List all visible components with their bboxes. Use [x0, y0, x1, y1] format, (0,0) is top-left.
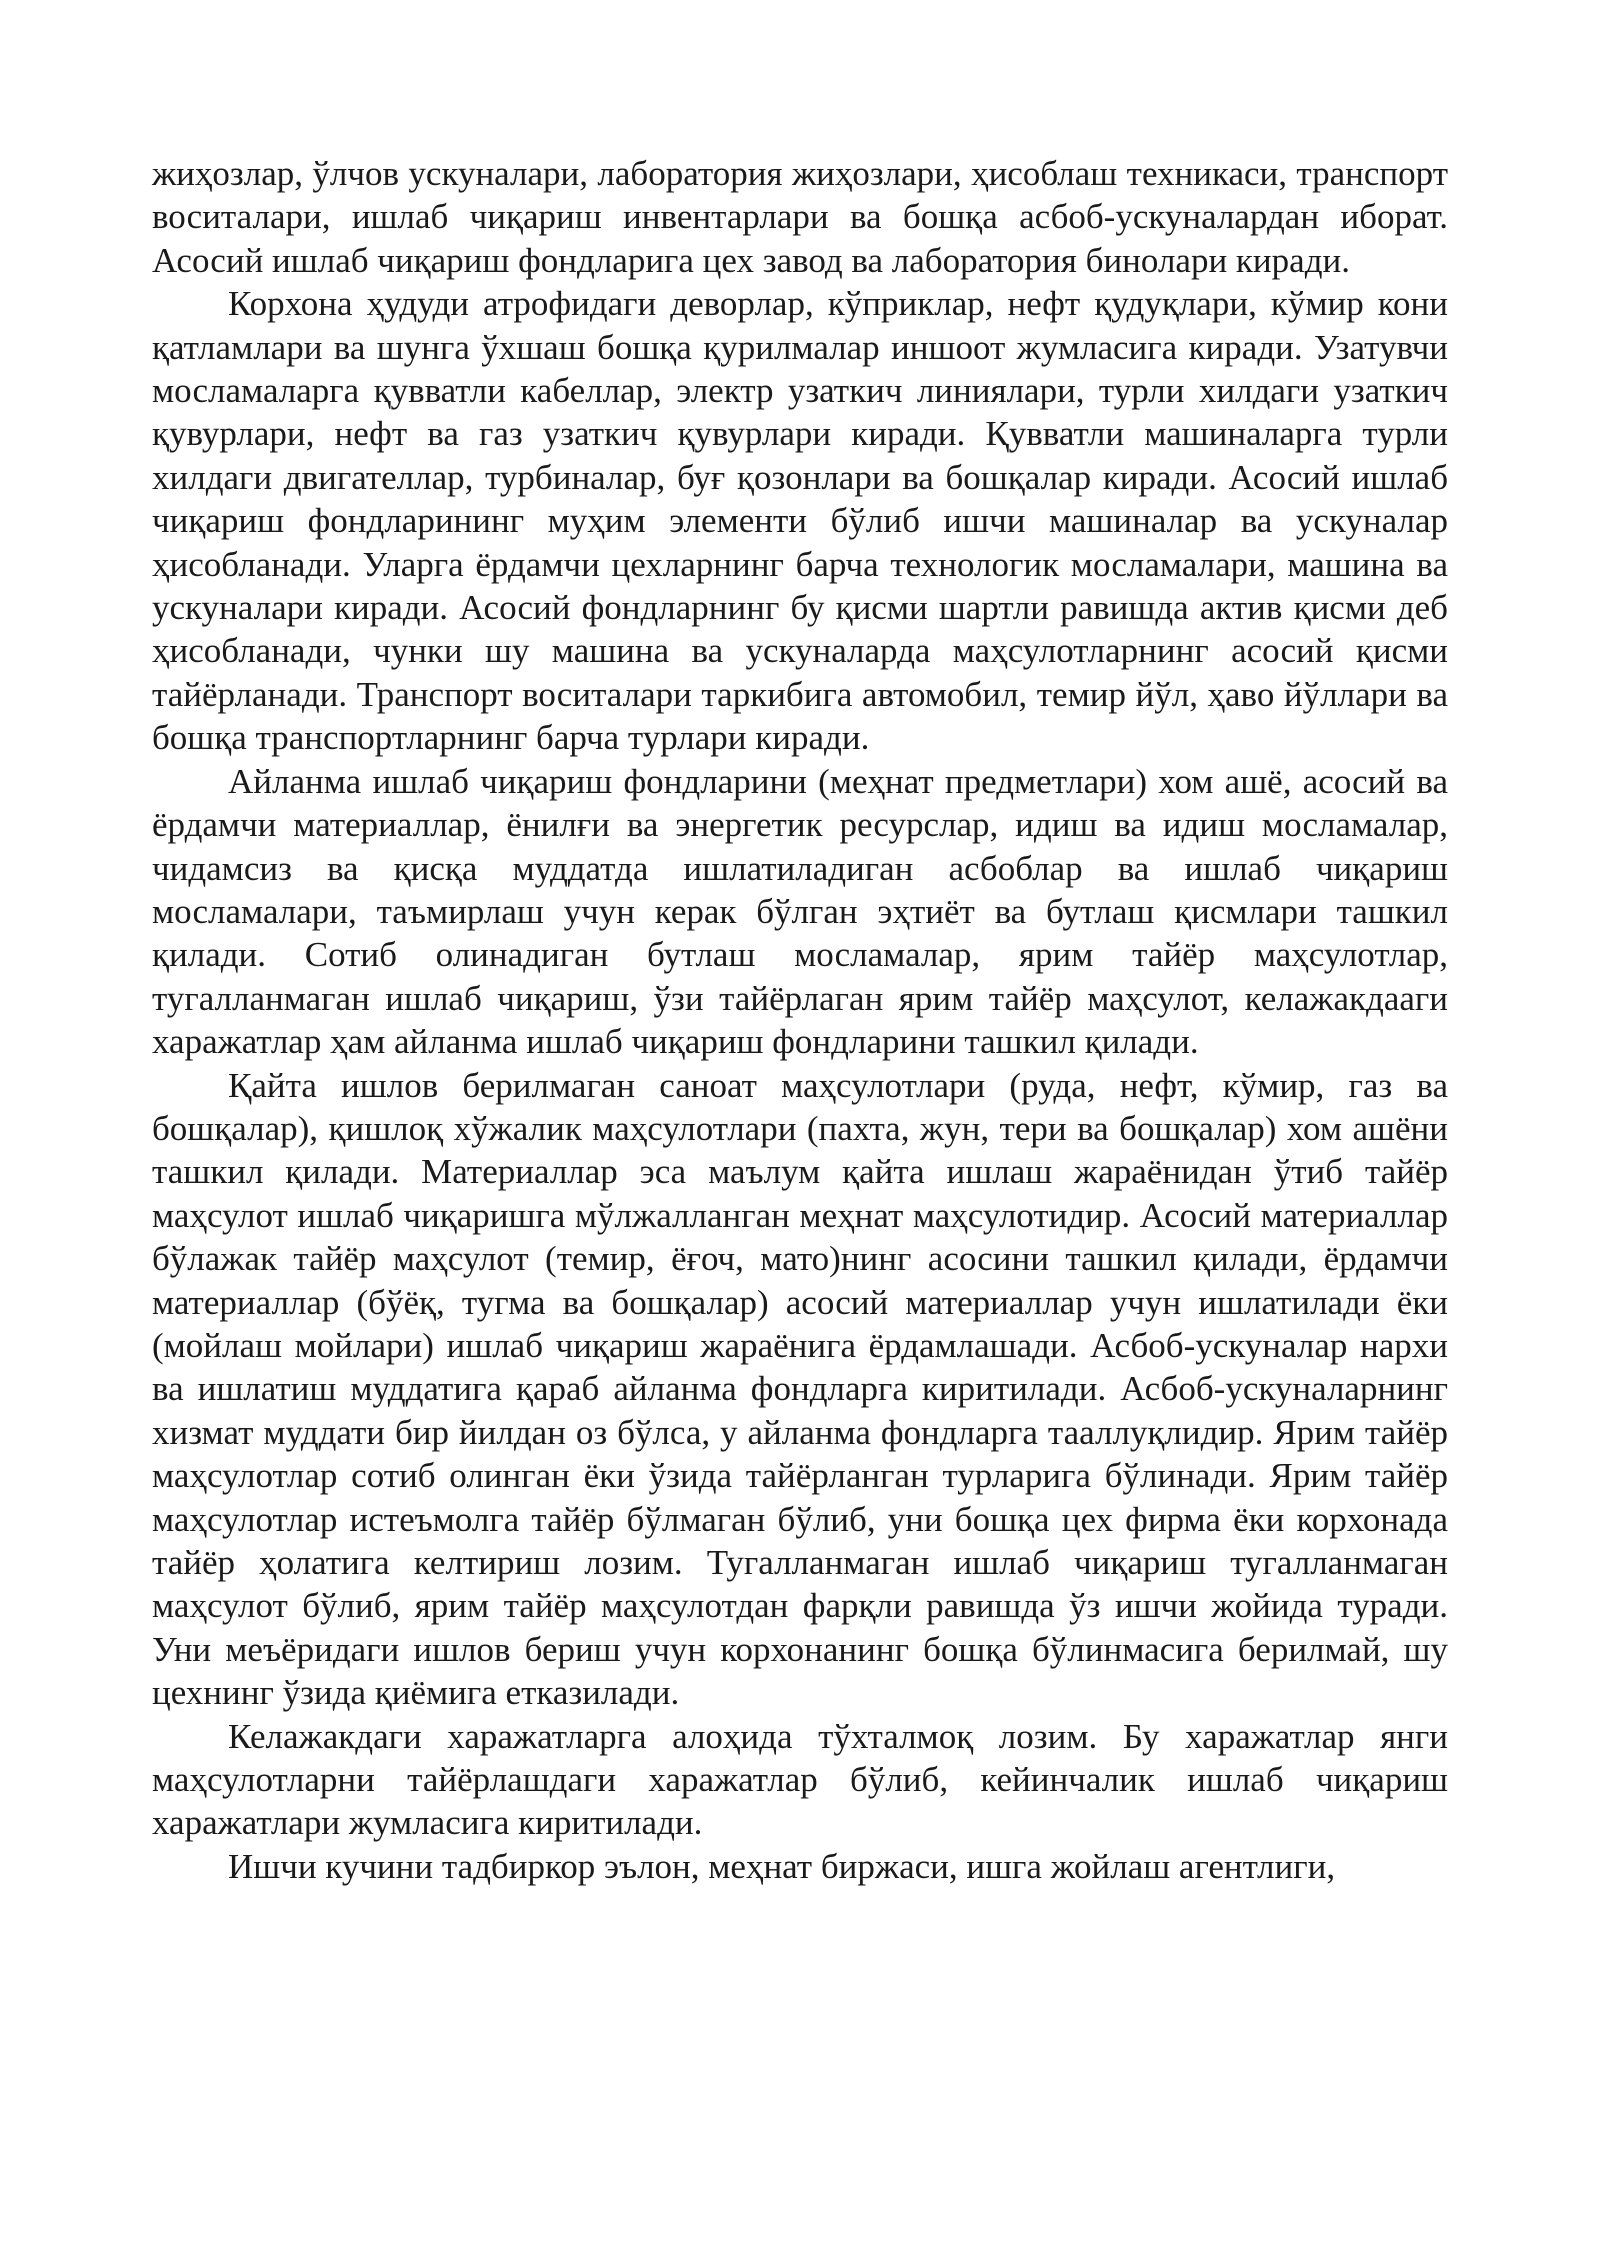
- paragraph-continuation: жиҳозлар, ўлчов ускуналари, лаборатория жиҳозлари, ҳисоблаш техникаси, транспорт воситалари, ишлаб чиқариш инвентарлари ва бошқа асбоб-ускуналардан иборат. Асосий ишлаб чиқариш фондларига цех завод ва лаборатория бинолари киради.: [152, 154, 1448, 280]
- paragraph-labor-force: Ишчи кучини тадбиркор эълон, меҳнат биржаси, ишга жойлаш агентлиги,: [228, 1846, 1336, 1886]
- paragraph-future-expenses: Келажакдаги харажатларга алоҳида тўхталмоқ лозим. Бу харажатлар янги маҳсулотларни тайёрлашдаги харажатлар бўлиб, кейинчалик ишлаб чиқариш харажатлари жумласига киритилади.: [152, 1716, 1448, 1843]
- document-page: [152, 152, 1448, 1888]
- paragraph-working-capital: Айланма ишлаб чиқариш фондларини (меҳнат предметлари) хом ашё, асосий ва ёрдамчи материаллар, ёнилғи ва энергетик ресурслар, идиш ва идиш мосламалар, чидамсиз ва қисқа муддатда ишлатиладиган асбоблар ва ишлаб чиқариш мосламалари, таъмирлаш учун керак бўлган эҳтиёт ва бутлаш қисмлари ташкил қилади. Сотиб олинадиган бутлаш мосламалар, ярим тайёр маҳсулотлар, тугалланмаган ишлаб чиқариш, ўзи тайёрлаган ярим тайёр маҳсулот, келажакдааги харажатлар ҳам айланма ишлаб чиқариш фондларини ташкил қилади.: [152, 761, 1448, 1062]
- paragraph-raw-materials: Қайта ишлов берилмаган саноат маҳсулотлари (руда, нефт, кўмир, газ ва бошқалар), қишлоқ хўжалик маҳсулотлари (пахта, жун, тери ва бошқалар) хом ашёни ташкил қилади. Материаллар эса маълум қайта ишлаш жараёнидан ўтиб тайёр маҳсулот ишлаб чиқаришга мўлжалланган меҳнат маҳсулотидир. Асосий материаллар бўлажак тайёр маҳсулот (темир, ёғоч, мато)нинг асосини ташкил қилади, ёрдамчи материаллар (бўёқ, тугма ва бошқалар) асосий материаллар учун ишлатилади ёки (мойлаш мойлари) ишлаб чиқариш жараёнига ёрдамлашади. Асбоб-ускуналар нархи ва ишлатиш муддатига қараб айланма фондларга киритилади. Асбоб-ускуналарнинг хизмат муддати бир йилдан оз бўлса, у айланма фондларга тааллуқлидир. Ярим тайёр маҳсулотлар сотиб олинган ёки ўзида тайёрланган турларига бўлинади. Ярим тайёр маҳсулотлар истеъмолга тайёр бўлмаган бўлиб, уни бошқа цех фирма ёки корхонада тайёр ҳолатига келтириш лозим. Тугалланмаган ишлаб чиқариш тугалланмаган маҳсулот бўлиб, ярим тайёр маҳсулотдан фарқли равишда ўз ишчи жойида туради. Уни меъёридаги ишлов бериш учун корхонанинг бошқа бўлинмасига берилмай, шу цехнинг ўзида қиёмига етказилади.: [152, 1065, 1448, 1713]
- paragraph-structures: Корхона ҳудуди атрофидаги деворлар, кўприклар, нефт қудуқлари, кўмир кони қатламлари ва шунга ўхшаш бошқа қурилмалар иншоот жумласига киради. Узатувчи мосламаларга қувватли кабеллар, электр узаткич линиялари, турли хилдаги узаткич қувурлари, нефт ва газ узаткич қувурлари киради. Қувватли машиналарга турли хилдаги двигателлар, турбиналар, буғ қозонлари ва бошқалар киради. Асосий ишлаб чиқариш фондларининг муҳим элементи бўлиб ишчи машиналар ва ускуналар ҳисобланади. Уларга ёрдамчи цехларнинг барча технологик мосламалари, машина ва ускуналари киради. Асосий фондларнинг бу қисми шартли равишда актив қисми деб ҳисобланади, чунки шу машина ва ускуналарда маҳсулотларнинг асосий қисми тайёрланади. Транспорт воситалари таркибига автомобил, темир йўл, ҳаво йўллари ва бошқа транспортларнинг барча турлари киради.: [152, 284, 1448, 758]
